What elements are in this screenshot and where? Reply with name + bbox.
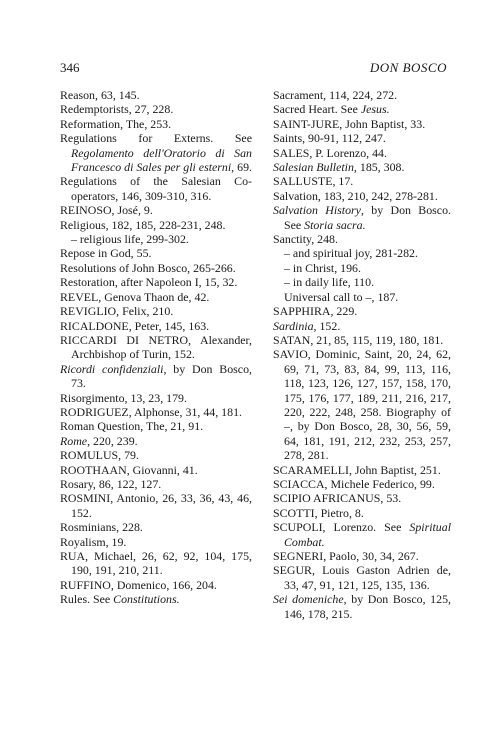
entry-text: SCARAMELLI, John Baptist, 251. — [273, 462, 441, 477]
entry-text: Restoration, after Napoleon I, 15, 32. — [60, 275, 238, 290]
entry-text: Rules. See — [60, 592, 114, 607]
index-entry — [60, 592, 252, 606]
index-entry — [273, 333, 451, 347]
entry-text: SEGNERI, Paolo, 30, 34, 267. — [273, 549, 419, 563]
index-entry — [273, 319, 451, 333]
entry-italic-text: Sei domeniche — [273, 592, 344, 607]
entry-text: , 152. — [313, 318, 341, 333]
entry-text: RUA, Michael, 26, 62, 92, 104, 175, 190, 191, 210, 211. — [60, 549, 252, 578]
index-entry — [273, 160, 451, 174]
index-entry — [60, 520, 252, 534]
entry-text: Redemptorists, 27, 228. — [60, 102, 174, 117]
index-entry — [273, 275, 451, 289]
index-column-left — [60, 88, 252, 607]
entry-text: SAINT-JURE, John Baptist, 33. — [273, 116, 426, 131]
index-entry — [273, 520, 451, 549]
entry-text: Repose in God, 55. — [60, 246, 152, 261]
index-entry — [273, 88, 451, 102]
index-column-right — [273, 88, 451, 621]
index-entry — [273, 477, 451, 491]
index-entry — [273, 131, 451, 145]
entry-text: Universal call to –, 187. — [284, 289, 399, 304]
entry-text: Regulations for Externs. See — [60, 131, 252, 146]
entry-text: Reformation, The, 253. — [60, 116, 172, 131]
entry-text: REVEL, Genova Thaon de, 42. — [60, 289, 210, 304]
entry-text: ROOTHAAN, Giovanni, 41. — [60, 462, 198, 477]
entry-text: SCIPIO AFRICANUS, 53. — [273, 491, 402, 506]
entry-text: SAVIO, Dominic, Saint, 20, 24, 62, 69, 71, 73, 83, 84, 99, 113, 116, 118, 123, 126, 127, 157, 158, 170, 175, 176, 177, 189, 211, 216, 217, 220, 222, 248, 258. Biography of –, by Don Bosco, 28, 30, 56, 59, 64, 181, 191, 212, 232, 253, 257, 278, 281. — [273, 347, 451, 463]
entry-text: , 69. — [231, 160, 252, 175]
entry-text: Rosary, 86, 122, 127. — [60, 476, 162, 491]
entry-text: Saints, 90-91, 112, 247. — [273, 131, 386, 146]
index-entry — [273, 117, 451, 131]
index-entry — [60, 304, 252, 318]
page-number: 346 — [60, 60, 80, 75]
index-entry — [273, 491, 451, 505]
index-entry — [60, 261, 252, 275]
entry-text: ROSMINI, Antonio, 26, 33, 36, 43, 46, 152. — [60, 491, 252, 520]
index-entry — [60, 218, 252, 232]
index-entry — [60, 477, 252, 491]
index-entry — [273, 232, 451, 246]
index-entry — [273, 261, 451, 275]
index-entry — [60, 319, 252, 333]
entry-text: , 220, 239. — [87, 433, 138, 448]
entry-italic-text: Salvation History — [273, 203, 361, 218]
index-entry — [273, 463, 451, 477]
entry-text: RUFFINO, Domenico, 166, 204. — [60, 577, 217, 592]
entry-text: ROMULUS, 79. — [60, 448, 139, 463]
entry-text: SCIACCA, Michele Federico, 99. — [273, 476, 435, 491]
entry-italic-text: Jesus. — [360, 102, 390, 117]
index-entry — [60, 391, 252, 405]
index-entry — [273, 549, 451, 563]
entry-text: – and spiritual joy, 281-282. — [284, 246, 418, 261]
index-entry — [60, 290, 252, 304]
index-entry — [273, 347, 451, 462]
index-entry — [60, 405, 252, 419]
entry-italic-text: Sardinia — [273, 318, 314, 333]
index-entry — [60, 333, 252, 362]
entry-text: RICALDONE, Peter, 145, 163. — [60, 318, 210, 333]
entry-text: SATAN, 21, 85, 115, 119, 180, 181. — [273, 332, 444, 347]
index-entry — [60, 448, 252, 462]
index-entry — [60, 578, 252, 592]
entry-text: , by Don Bosco, 125, 146, 178, 215. — [284, 592, 451, 621]
index-entry — [273, 246, 451, 260]
entry-text: Sacrament, 114, 224, 272. — [273, 88, 398, 102]
index-entry — [60, 246, 252, 260]
index-entry — [60, 463, 252, 477]
entry-italic-text: Salesian Bulletin — [273, 160, 354, 175]
index-entry — [273, 189, 451, 203]
entry-text: Resolutions of John Bosco, 265-266. — [60, 260, 236, 275]
index-entry — [60, 174, 252, 203]
entry-text: RICCARDI DI NETRO, Alexander, Archbishop of Turin, 152. — [60, 332, 252, 362]
index-entry — [60, 203, 252, 217]
entry-italic-text: Ricordi confidenziali — [60, 361, 164, 376]
entry-text: SCUPOLI, Lorenzo. See — [273, 520, 410, 535]
entry-text: , by Don Bosco, 73. — [71, 361, 252, 391]
entry-text: – in Christ, 196. — [284, 260, 361, 275]
entry-text: Royalism, 19. — [60, 534, 127, 549]
index-entry — [273, 592, 451, 621]
index-entry — [60, 362, 252, 391]
entry-text: SALES, P. Lorenzo, 44. — [273, 145, 387, 160]
index-entry — [60, 232, 252, 246]
entry-text: Regulations of the Salesian Co-operators, 146, 309-310, 316. — [60, 174, 252, 203]
entry-italic-text: Regolamento dell'Oratorio di San Francesco di Sales per gli esterni — [71, 145, 252, 175]
entry-text: Religious, 182, 185, 228-231, 248. — [60, 217, 226, 232]
index-entry — [60, 419, 252, 433]
entry-text: Sacred Heart. See — [273, 102, 361, 117]
index-entry — [60, 117, 252, 131]
entry-text: Roman Question, The, 21, 91. — [60, 419, 204, 434]
index-entry — [273, 563, 451, 592]
index-entry — [273, 174, 451, 188]
entry-italic-text: Spiritual Combat. — [284, 520, 451, 549]
index-entry — [60, 275, 252, 289]
index-entry — [273, 102, 451, 116]
index-entry — [273, 146, 451, 160]
index-entry — [60, 102, 252, 116]
entry-text: – in daily life, 110. — [284, 275, 375, 290]
index-entry — [273, 506, 451, 520]
entry-text: SALLUSTE, 17. — [273, 174, 354, 189]
entry-text: SAPPHIRA, 229. — [273, 304, 358, 319]
entry-italic-text: Rome — [60, 433, 88, 448]
entry-text: Reason, 63, 145. — [60, 88, 140, 102]
index-entry — [60, 434, 252, 448]
entry-text: Rosminians, 228. — [60, 520, 143, 535]
entry-text: – religious life, 299-302. — [71, 232, 189, 247]
page-header — [60, 60, 447, 78]
entry-text: Salvation, 183, 210, 242, 278-281. — [273, 188, 438, 203]
index-entry — [60, 88, 252, 102]
entry-italic-text: Storia sacra. — [304, 217, 366, 232]
index-entry — [60, 131, 252, 174]
index-entry — [273, 203, 451, 232]
index-entry — [60, 535, 252, 549]
index-entry — [60, 549, 252, 578]
entry-text: , 185, 308. — [353, 160, 405, 175]
entry-text: , by Don Bosco. See — [284, 203, 451, 232]
index-entry — [273, 290, 451, 304]
entry-text: Risorgimento, 13, 23, 179. — [60, 390, 187, 405]
entry-text: RODRIGUEZ, Alphonse, 31, 44, 181. — [60, 404, 242, 419]
entry-text: REINOSO, José, 9. — [60, 203, 153, 218]
index-entry — [273, 304, 451, 318]
entry-text: REVIGLIO, Felix, 210. — [60, 304, 174, 319]
entry-italic-text: Constitutions. — [113, 592, 180, 607]
entry-text: SEGUR, Louis Gaston Adrien de, 33, 47, 91, 121, 125, 135, 136. — [273, 563, 451, 592]
index-entry — [60, 491, 252, 520]
entry-text: SCOTTI, Pietro, 8. — [273, 505, 364, 520]
running-head: DON BOSCO — [369, 60, 447, 75]
entry-text: Sanctity, 248. — [273, 232, 338, 247]
